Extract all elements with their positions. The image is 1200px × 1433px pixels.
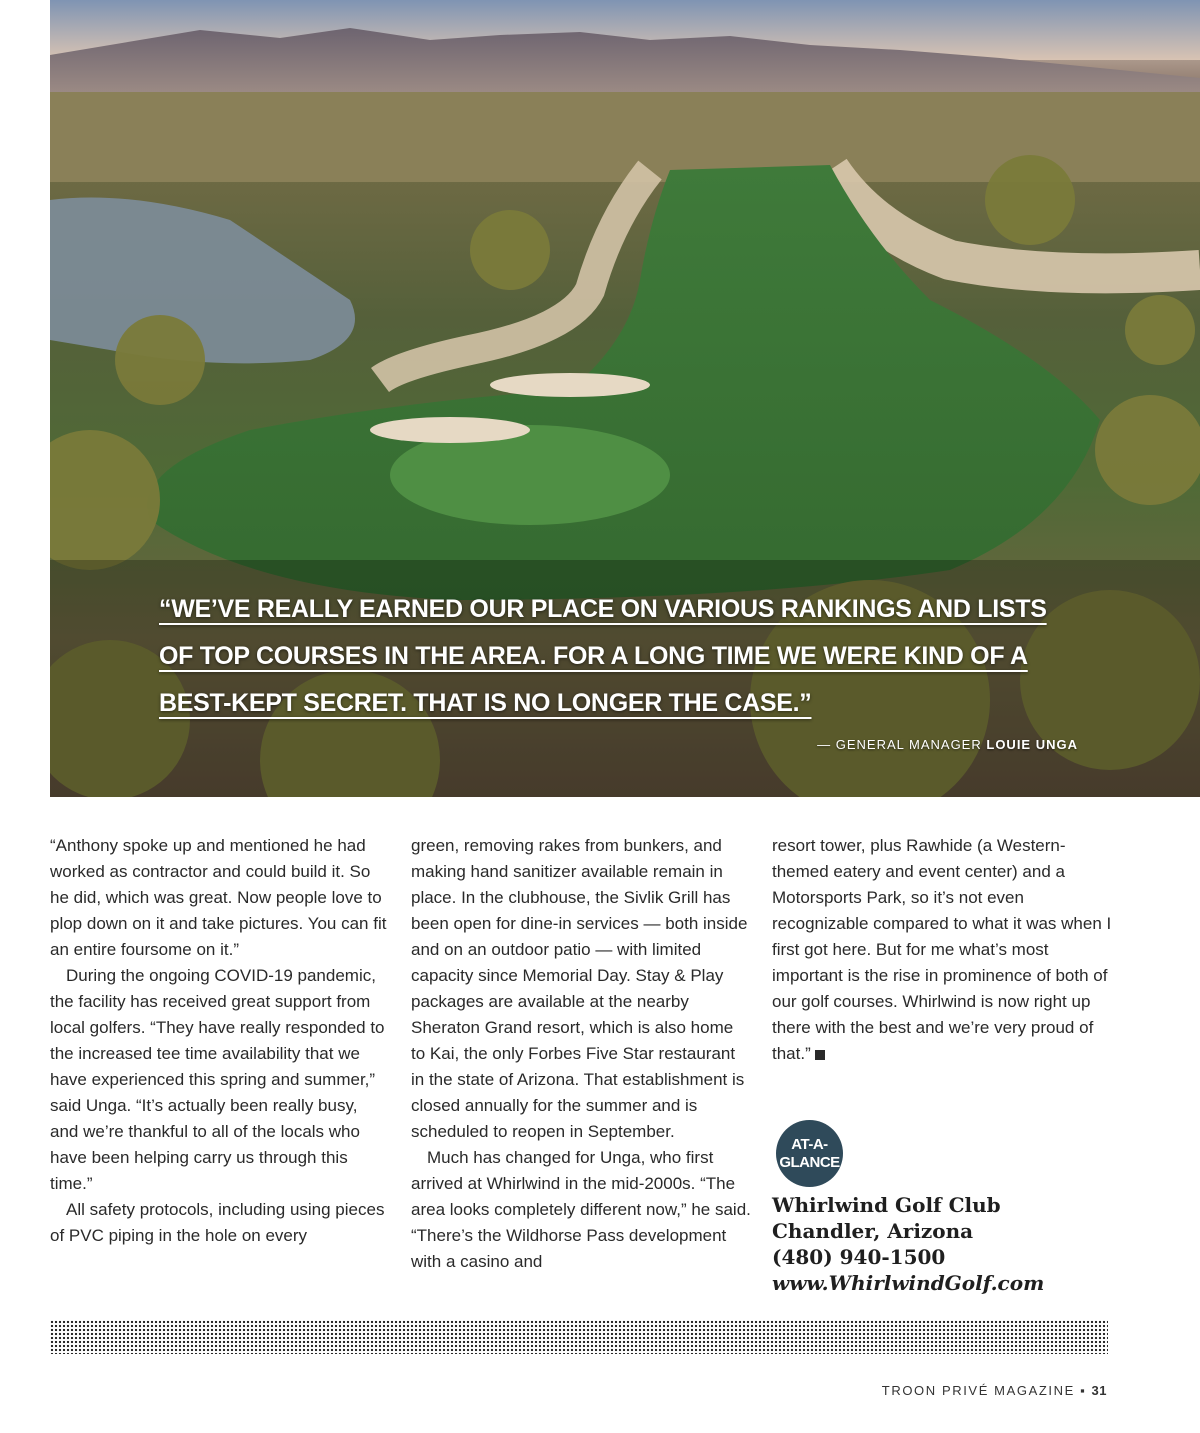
paragraph-text: resort tower, plus Rawhide (a Western-themed eatery and event center) and a Motorsports Park, so it’s not even recognizable compared to what it was when I first got here. But for me what’s most important is the rise in prominence of both of our golf courses. Whirlwind is now right up there with the best and we’re very proud of that.”	[772, 836, 1112, 1063]
paragraph: “Anthony spoke up and mentioned he had worked as contractor and could build it. So he did, which was great. Now people love to plop down on it and take pictures. You can fit an entire foursome on it.”	[50, 836, 387, 959]
paragraph: During the ongoing COVID-19 pandemic, the facility has received great support from local golfers. “They have really responded to the increased tee time availability that we have experienced this spring and summer,” said Unga. “It’s actually been really busy, and we’re thankful to all of the locals who have been helping carry us through this time.”	[50, 966, 385, 1193]
club-website-link[interactable]: www.WhirlwindGolf.com	[772, 1271, 1045, 1295]
article-column-1	[50, 833, 390, 1249]
magazine-name: TROON PRIVÉ MAGAZINE	[881, 1383, 1075, 1398]
paragraph: All safety protocols, including using pieces of PVC piping in the hole on every	[50, 1200, 385, 1245]
paragraph: green, removing rakes from bunkers, and making hand sanitizer available remain in place. In the clubhouse, the Sivlik Grill has been open for dine-in services — both inside and on an outdoor patio — with limited capacity since Memorial Day. Stay & Play packages are available at the nearby Sheraton Grand resort, which is also home to Kai, the only Forbes Five Star restaurant in the state of Arizona. That establishment is closed annually for the summer and is scheduled to reopen in September.	[411, 836, 748, 1141]
footer-separator-icon: ▪	[1080, 1383, 1087, 1398]
club-name: Whirlwind Golf Club	[772, 1193, 1001, 1217]
page-footer	[882, 1383, 1107, 1398]
attribution-prefix: — GENERAL MANAGER	[817, 737, 982, 752]
attribution-name: LOUIE UNGA	[986, 737, 1078, 752]
paragraph: Much has changed for Unga, who first arrived at Whirlwind in the mid-2000s. “The area looks completely different now,” he said. “There’s the Wildhorse Pass development with a casino and	[411, 1148, 751, 1271]
club-location: Chandler, Arizona	[772, 1219, 974, 1243]
article-column-2	[411, 833, 751, 1275]
article-column-3	[772, 833, 1112, 1067]
quote-attribution	[817, 737, 1078, 752]
hero-photo	[50, 0, 1200, 797]
at-a-glance-info	[772, 1192, 1044, 1296]
page-number: 31	[1091, 1383, 1107, 1398]
paragraph-final	[772, 833, 1112, 1067]
club-phone[interactable]: (480) 940-1500	[772, 1245, 946, 1269]
badge-line-2: GLANCE	[779, 1153, 840, 1171]
badge-line-1: AT-A-	[791, 1135, 828, 1153]
end-mark-icon	[815, 1050, 825, 1060]
halftone-divider	[50, 1320, 1108, 1354]
pull-quote: “WE’VE REALLY EARNED OUR PLACE ON VARIOUS RANKINGS AND LISTS OF TOP COURSES IN THE AREA. FOR A LONG TIME WE WERE KIND OF A BEST-KEPT SECRET. THAT IS NO LONGER THE CASE.”	[159, 595, 1047, 717]
at-a-glance-badge	[776, 1120, 843, 1187]
